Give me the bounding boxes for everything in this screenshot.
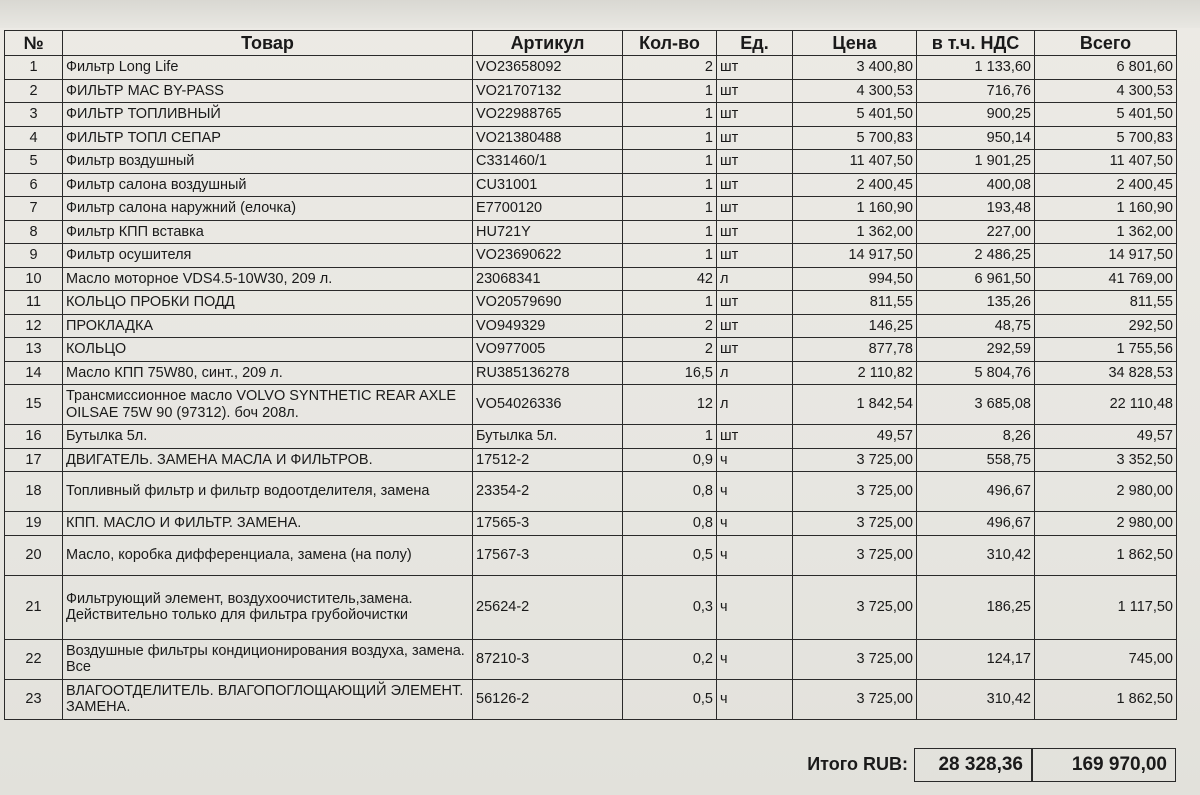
- row-unit: шт: [717, 103, 793, 127]
- row-num: 6: [5, 173, 63, 197]
- table-row: [5, 220, 1177, 244]
- row-qty: 1: [623, 103, 717, 127]
- row-vat: 716,76: [917, 79, 1035, 103]
- row-num: 20: [5, 535, 63, 575]
- row-article: VO22988765: [473, 103, 623, 127]
- row-unit: шт: [717, 291, 793, 315]
- row-price: 3 725,00: [793, 448, 917, 472]
- row-vat: 950,14: [917, 126, 1035, 150]
- row-price: 4 300,53: [793, 79, 917, 103]
- row-price: 1 362,00: [793, 220, 917, 244]
- row-vat: 310,42: [917, 535, 1035, 575]
- table-row: [5, 291, 1177, 315]
- row-num: 2: [5, 79, 63, 103]
- row-num: 22: [5, 639, 63, 679]
- row-vat: 496,67: [917, 472, 1035, 512]
- row-num: 15: [5, 385, 63, 425]
- row-vat: 135,26: [917, 291, 1035, 315]
- row-vat: 496,67: [917, 512, 1035, 536]
- row-unit: л: [717, 267, 793, 291]
- invoice-table: [4, 30, 1177, 720]
- row-total: 22 110,48: [1035, 385, 1177, 425]
- row-article: RU385136278: [473, 361, 623, 385]
- table-row: [5, 472, 1177, 512]
- row-name: Фильтр Long Life: [63, 56, 473, 80]
- row-name: Фильтр осушителя: [63, 244, 473, 268]
- table-row: [5, 197, 1177, 221]
- row-article: VO21380488: [473, 126, 623, 150]
- row-qty: 12: [623, 385, 717, 425]
- row-total: 292,50: [1035, 314, 1177, 338]
- row-total: 11 407,50: [1035, 150, 1177, 174]
- header-total: Всего: [1035, 31, 1177, 56]
- row-name: Масло, коробка дифференциала, замена (на полу): [63, 535, 473, 575]
- row-price: 5 700,83: [793, 126, 917, 150]
- table-row: [5, 639, 1177, 679]
- table-header-row: [5, 31, 1177, 56]
- table-row: [5, 267, 1177, 291]
- row-vat: 3 685,08: [917, 385, 1035, 425]
- table-row: [5, 79, 1177, 103]
- table-row: [5, 575, 1177, 639]
- row-unit: шт: [717, 425, 793, 449]
- row-total: 49,57: [1035, 425, 1177, 449]
- row-vat: 6 961,50: [917, 267, 1035, 291]
- row-price: 1 842,54: [793, 385, 917, 425]
- header-vat: в т.ч. НДС: [917, 31, 1035, 56]
- row-article: 17512-2: [473, 448, 623, 472]
- row-qty: 2: [623, 56, 717, 80]
- row-price: 14 917,50: [793, 244, 917, 268]
- row-name: КОЛЬЦО: [63, 338, 473, 362]
- row-unit: л: [717, 385, 793, 425]
- row-article: 17565-3: [473, 512, 623, 536]
- row-num: 19: [5, 512, 63, 536]
- row-vat: 1 901,25: [917, 150, 1035, 174]
- row-article: 23354-2: [473, 472, 623, 512]
- row-qty: 1: [623, 425, 717, 449]
- row-qty: 16,5: [623, 361, 717, 385]
- row-vat: 900,25: [917, 103, 1035, 127]
- row-unit: шт: [717, 56, 793, 80]
- row-qty: 1: [623, 220, 717, 244]
- row-vat: 124,17: [917, 639, 1035, 679]
- table-row: [5, 448, 1177, 472]
- totals-label: Итого RUB:: [807, 754, 908, 774]
- row-qty: 1: [623, 150, 717, 174]
- row-total: 34 828,53: [1035, 361, 1177, 385]
- table-row: [5, 338, 1177, 362]
- row-article: Бутылка 5л.: [473, 425, 623, 449]
- row-price: 49,57: [793, 425, 917, 449]
- row-num: 8: [5, 220, 63, 244]
- row-name: КПП. МАСЛО И ФИЛЬТР. ЗАМЕНА.: [63, 512, 473, 536]
- table-row: [5, 385, 1177, 425]
- row-qty: 0,8: [623, 472, 717, 512]
- row-qty: 1: [623, 173, 717, 197]
- row-name: Масло моторное VDS4.5-10W30, 209 л.: [63, 267, 473, 291]
- row-article: VO23658092: [473, 56, 623, 80]
- table-row: [5, 150, 1177, 174]
- row-vat: 186,25: [917, 575, 1035, 639]
- row-price: 2 110,82: [793, 361, 917, 385]
- row-unit: шт: [717, 150, 793, 174]
- row-num: 13: [5, 338, 63, 362]
- row-num: 3: [5, 103, 63, 127]
- row-unit: ч: [717, 448, 793, 472]
- row-num: 14: [5, 361, 63, 385]
- row-article: HU721Y: [473, 220, 623, 244]
- row-name: Фильтрующий элемент, воздухоочиститель,замена. Действительно только для фильтра грубойочистки: [63, 575, 473, 639]
- row-qty: 0,5: [623, 679, 717, 719]
- header-name: Товар: [63, 31, 473, 56]
- row-name: ПРОКЛАДКА: [63, 314, 473, 338]
- row-num: 9: [5, 244, 63, 268]
- row-total: 41 769,00: [1035, 267, 1177, 291]
- row-vat: 8,26: [917, 425, 1035, 449]
- row-name: ДВИГАТЕЛЬ. ЗАМЕНА МАСЛА И ФИЛЬТРОВ.: [63, 448, 473, 472]
- table-body: [5, 56, 1177, 720]
- row-unit: шт: [717, 244, 793, 268]
- row-vat: 292,59: [917, 338, 1035, 362]
- row-total: 2 400,45: [1035, 173, 1177, 197]
- row-article: C331460/1: [473, 150, 623, 174]
- table-row: [5, 679, 1177, 719]
- row-name: ФИЛЬТР ТОПЛИВНЫЙ: [63, 103, 473, 127]
- row-num: 5: [5, 150, 63, 174]
- row-vat: 5 804,76: [917, 361, 1035, 385]
- row-qty: 1: [623, 197, 717, 221]
- header-unit: Ед.: [717, 31, 793, 56]
- table-row: [5, 56, 1177, 80]
- row-unit: шт: [717, 79, 793, 103]
- row-qty: 0,8: [623, 512, 717, 536]
- row-qty: 1: [623, 291, 717, 315]
- row-price: 811,55: [793, 291, 917, 315]
- row-name: ФИЛЬТР ТОПЛ СЕПАР: [63, 126, 473, 150]
- row-num: 12: [5, 314, 63, 338]
- row-name: Трансмиссионное масло VOLVO SYNTHETIC REAR AXLE OILSAE 75W 90 (97312). боч 208л.: [63, 385, 473, 425]
- row-total: 1 755,56: [1035, 338, 1177, 362]
- table-row: [5, 173, 1177, 197]
- row-total: 1 117,50: [1035, 575, 1177, 639]
- row-vat: 48,75: [917, 314, 1035, 338]
- row-total: 5 700,83: [1035, 126, 1177, 150]
- row-total: 811,55: [1035, 291, 1177, 315]
- row-total: 745,00: [1035, 639, 1177, 679]
- row-num: 18: [5, 472, 63, 512]
- row-price: 3 725,00: [793, 575, 917, 639]
- row-unit: ч: [717, 575, 793, 639]
- row-article: 17567-3: [473, 535, 623, 575]
- row-qty: 1: [623, 126, 717, 150]
- row-qty: 0,5: [623, 535, 717, 575]
- row-price: 2 400,45: [793, 173, 917, 197]
- row-total: 1 862,50: [1035, 535, 1177, 575]
- header-price: Цена: [793, 31, 917, 56]
- header-qty: Кол-во: [623, 31, 717, 56]
- row-article: E7700120: [473, 197, 623, 221]
- row-vat: 227,00: [917, 220, 1035, 244]
- table-row: [5, 425, 1177, 449]
- row-total: 6 801,60: [1035, 56, 1177, 80]
- row-article: VO977005: [473, 338, 623, 362]
- row-article: CU31001: [473, 173, 623, 197]
- row-qty: 1: [623, 244, 717, 268]
- row-total: 4 300,53: [1035, 79, 1177, 103]
- row-unit: ч: [717, 535, 793, 575]
- row-article: VO949329: [473, 314, 623, 338]
- row-qty: 1: [623, 79, 717, 103]
- totals-block: [0, 748, 1200, 788]
- table-row: [5, 244, 1177, 268]
- row-price: 3 725,00: [793, 679, 917, 719]
- row-num: 4: [5, 126, 63, 150]
- row-price: 877,78: [793, 338, 917, 362]
- totals-sum: 169 970,00: [1032, 748, 1176, 782]
- row-unit: л: [717, 361, 793, 385]
- row-name: Фильтр воздушный: [63, 150, 473, 174]
- row-num: 16: [5, 425, 63, 449]
- row-unit: шт: [717, 338, 793, 362]
- row-unit: ч: [717, 472, 793, 512]
- row-unit: шт: [717, 314, 793, 338]
- row-name: КОЛЬЦО ПРОБКИ ПОДД: [63, 291, 473, 315]
- row-vat: 558,75: [917, 448, 1035, 472]
- row-total: 3 352,50: [1035, 448, 1177, 472]
- header-article: Артикул: [473, 31, 623, 56]
- row-total: 1 362,00: [1035, 220, 1177, 244]
- row-article: VO23690622: [473, 244, 623, 268]
- row-total: 1 862,50: [1035, 679, 1177, 719]
- totals-vat: 28 328,36: [914, 748, 1032, 782]
- row-unit: шт: [717, 197, 793, 221]
- table-row: [5, 314, 1177, 338]
- row-total: 2 980,00: [1035, 472, 1177, 512]
- row-qty: 0,3: [623, 575, 717, 639]
- row-total: 1 160,90: [1035, 197, 1177, 221]
- row-name: Фильтр КПП вставка: [63, 220, 473, 244]
- table-row: [5, 361, 1177, 385]
- row-price: 3 725,00: [793, 472, 917, 512]
- row-num: 21: [5, 575, 63, 639]
- row-name: Фильтр салона воздушный: [63, 173, 473, 197]
- row-name: Фильтр салона наружний (елочка): [63, 197, 473, 221]
- row-vat: 400,08: [917, 173, 1035, 197]
- row-price: 994,50: [793, 267, 917, 291]
- row-vat: 310,42: [917, 679, 1035, 719]
- row-vat: 1 133,60: [917, 56, 1035, 80]
- row-name: Топливный фильтр и фильтр водоотделителя, замена: [63, 472, 473, 512]
- table-row: [5, 512, 1177, 536]
- row-price: 146,25: [793, 314, 917, 338]
- row-price: 11 407,50: [793, 150, 917, 174]
- row-unit: ч: [717, 639, 793, 679]
- row-article: 23068341: [473, 267, 623, 291]
- row-unit: шт: [717, 126, 793, 150]
- row-price: 1 160,90: [793, 197, 917, 221]
- row-name: ФИЛЬТР МАС BY-PASS: [63, 79, 473, 103]
- row-price: 5 401,50: [793, 103, 917, 127]
- row-total: 2 980,00: [1035, 512, 1177, 536]
- row-article: VO54026336: [473, 385, 623, 425]
- row-price: 3 725,00: [793, 535, 917, 575]
- row-name: Бутылка 5л.: [63, 425, 473, 449]
- row-article: VO21707132: [473, 79, 623, 103]
- row-num: 23: [5, 679, 63, 719]
- table-row: [5, 103, 1177, 127]
- row-total: 14 917,50: [1035, 244, 1177, 268]
- top-edge-strip: [0, 0, 1200, 28]
- row-price: 3 725,00: [793, 512, 917, 536]
- table-row: [5, 126, 1177, 150]
- row-vat: 193,48: [917, 197, 1035, 221]
- row-qty: 2: [623, 314, 717, 338]
- row-qty: 2: [623, 338, 717, 362]
- row-qty: 0,2: [623, 639, 717, 679]
- row-num: 11: [5, 291, 63, 315]
- row-price: 3 400,80: [793, 56, 917, 80]
- row-article: VO20579690: [473, 291, 623, 315]
- row-num: 10: [5, 267, 63, 291]
- row-unit: шт: [717, 173, 793, 197]
- row-qty: 42: [623, 267, 717, 291]
- row-vat: 2 486,25: [917, 244, 1035, 268]
- row-article: 25624-2: [473, 575, 623, 639]
- row-unit: ч: [717, 512, 793, 536]
- row-num: 1: [5, 56, 63, 80]
- row-article: 56126-2: [473, 679, 623, 719]
- row-num: 17: [5, 448, 63, 472]
- row-price: 3 725,00: [793, 639, 917, 679]
- row-unit: ч: [717, 679, 793, 719]
- row-name: Воздушные фильтры кондиционирования воздуха, замена. Все: [63, 639, 473, 679]
- row-article: 87210-3: [473, 639, 623, 679]
- table-row: [5, 535, 1177, 575]
- row-unit: шт: [717, 220, 793, 244]
- header-num: №: [5, 31, 63, 56]
- row-num: 7: [5, 197, 63, 221]
- row-total: 5 401,50: [1035, 103, 1177, 127]
- row-name: Масло КПП 75W80, синт., 209 л.: [63, 361, 473, 385]
- row-name: ВЛАГООТДЕЛИТЕЛЬ. ВЛАГОПОГЛОЩАЮЩИЙ ЭЛЕМЕНТ. ЗАМЕНА.: [63, 679, 473, 719]
- row-qty: 0,9: [623, 448, 717, 472]
